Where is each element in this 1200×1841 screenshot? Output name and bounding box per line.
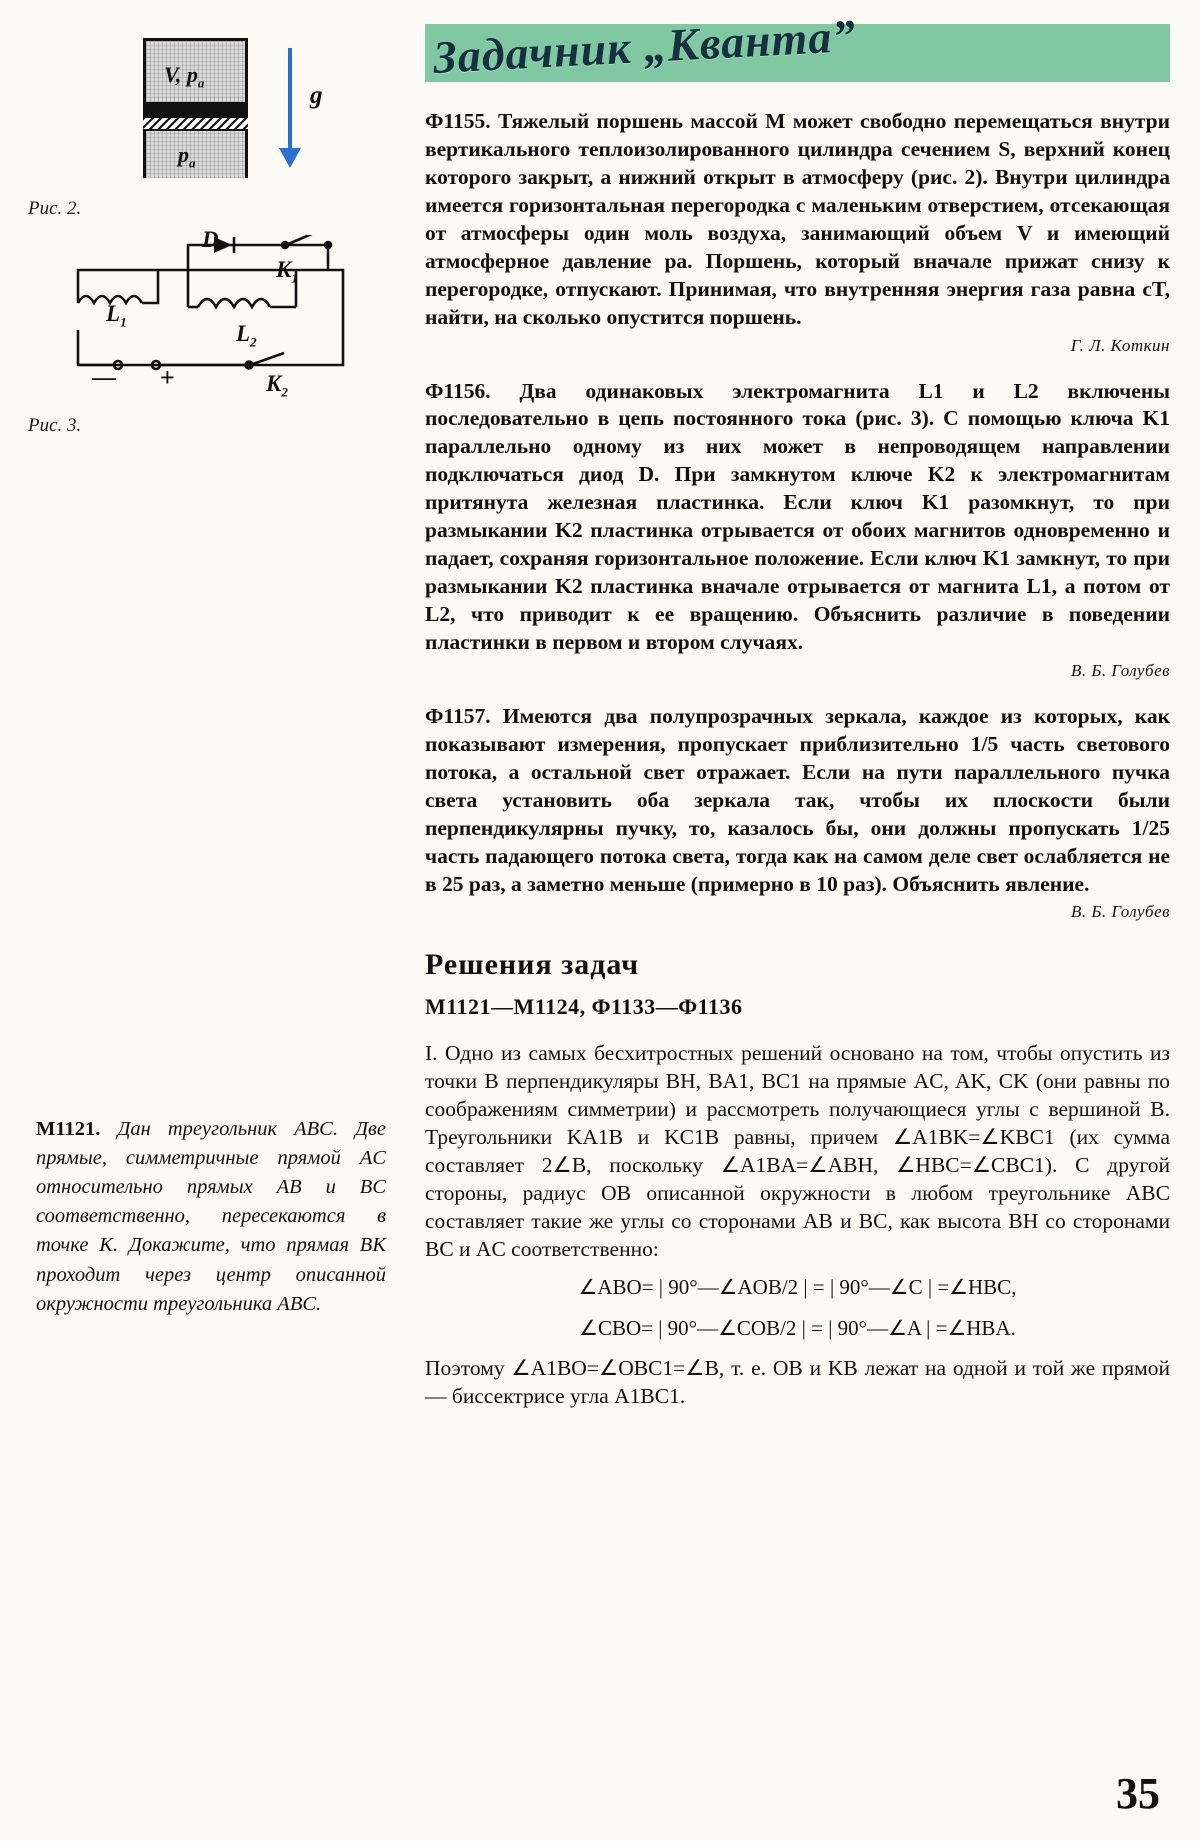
figure-2-label-volume-sub: a: [197, 75, 205, 91]
figure-2-label-pressure: $p_a$: [178, 142, 196, 171]
left-column: [28, 20, 398, 1720]
figure-3-label-K2: $K_2$: [266, 371, 288, 400]
figure-2: [98, 30, 328, 195]
solution-formula-2: ∠CBO= | 90°—∠COB/2 | = | 90°—∠A | =∠HBA.: [579, 1316, 1016, 1341]
problem-m1121-text: Дан треугольник ABC. Две прямые, симметричные прямой AC относительно прямых AB и BC соответственно, пересекаются в точке K. Докажите, что прямая BK проходит через центр описанной окружности треугольника ABC.: [36, 1118, 386, 1315]
solution-body-2: Поэтому ∠A1BO=∠OBC1=∠B, т. е. OB и KB лежат на одной и той же прямой — биссектрисе угла A1BC1.: [425, 1355, 1170, 1408]
page-number: 35: [1116, 1769, 1160, 1818]
section-banner: [425, 9, 1170, 84]
task-f1156-author: В. Б. Голубев: [1071, 660, 1170, 680]
figure-3-label-D: D: [202, 227, 219, 252]
figure-2-label-volume: V, $p_a$: [164, 62, 205, 91]
figure-3-label-K1: $K_1$: [276, 257, 298, 286]
task-f1155-text: Тяжелый поршень массой M может свободно перемещаться внутри вертикального теплоизолированного цилиндра сечением S, верхний конец которого закрыт, а нижний открыт в атмосферу (рис. 2). Внутри цилиндра имеется горизонтальная перегородка с маленьким отверстием, отсекающая от атмосферы один моль воздуха, занимающий объем V и имеющий атмосферное давление pa. Поршень, который вначале прижат снизу к перегородке, отпускают. Принимая, что внутренняя энергия газа равна cT, найти, на сколько опустится поршень.: [425, 109, 1170, 329]
figure-3-label-L1: $L_1$: [106, 301, 127, 330]
figure-2-label-pressure-sub: a: [189, 155, 196, 171]
section-banner-title: Задачник „Кванта”: [431, 9, 858, 84]
figure-3-label-minus: —: [92, 365, 116, 391]
task-f1156-number: Ф1156.: [425, 378, 491, 403]
figure-3: [38, 227, 388, 410]
circuit-diagram: [38, 235, 388, 410]
figure-3-label-plus: +: [160, 363, 175, 392]
task-f1157-text: Имеются два полупрозрачных зеркала, каждое из которых, как показывают измерения, пропускает приблизительно 1/5 часть светового потока, а остальной свет отражает. Если на пути параллельного пучка света установить оба зеркала так, чтобы их плоскости были перпендикулярны пучку, то, казалось бы, они должны пропускать 1/25 часть падающего потока света, тогда как на самом деле свет ослабляется не в 25 раз, а заметно меньше (примерно в 10 раз). Объяснить явление.: [425, 703, 1170, 896]
task-f1156: [425, 378, 1170, 657]
partition-hatching: [143, 118, 248, 131]
task-f1155: [425, 108, 1170, 332]
problem-m1121-number: М1121.: [36, 1118, 101, 1140]
figure-2-caption: Рис. 2.: [28, 198, 82, 219]
task-f1157: [425, 703, 1170, 899]
figure-3-label-L2: $L_2$: [236, 321, 257, 350]
task-f1155-number: Ф1155.: [425, 109, 491, 133]
solutions-subheading: М1121—М1124, Ф1133—Ф1136: [425, 994, 743, 1020]
figure-2-label-gravity: g: [310, 82, 323, 109]
gravity-arrow-icon: [288, 48, 292, 148]
problem-m1121: [36, 1115, 386, 1319]
solutions-heading: Решения задач: [425, 948, 640, 982]
task-f1157-number: Ф1157.: [425, 703, 491, 728]
solution-formula-1: ∠ABO= | 90°—∠AOB/2 | = | 90°—∠C | =∠HBC,: [578, 1274, 1017, 1299]
task-f1156-text: Два одинаковых электромагнита L1 и L2 включены последовательно в цепь постоянного тока (рис. 3). С помощью ключа K1 параллельно одному из них может в непроводящем направлении подключаться диод D. При замкнутом ключе K2 к электромагнитам притянута железная пластинка. Если ключ K1 разомкнут, то при размыкании K2 пластинка отрывается от обоих магнитов одновременно и падает, сохраняя горизонтальное положение. Если ключ K1 замкнут, то при размыкании K2 пластинка вначале отрывается от магнита L1, а потом от L2, что приводит к ее вращению. Объяснить различие в поведении пластинки в первом и втором случаях.: [425, 378, 1170, 654]
right-column: [425, 9, 1170, 1417]
figure-3-caption: Рис. 3.: [28, 415, 82, 436]
task-f1157-author: В. Б. Голубев: [1071, 902, 1170, 922]
task-f1155-author: Г. Л. Коткин: [1070, 335, 1170, 355]
solution-body-1: I. Одно из самых бесхитростных решений основано на том, чтобы опустить из точки B перпендикуляры BH, BA1, BC1 на прямые AC, AK, CK (они равны по соображениям симметрии) и рассмотреть получающиеся углы с вершиной B. Треугольники KA1B и KC1B равны, причем ∠A1BK=∠KBC1 (их сумма составляет 2∠B, поскольку ∠A1BA=∠ABH, ∠HBC=∠CBC1). С другой стороны, радиус OB описанной окружности в любом треугольнике ABC составляет такие же углы со сторонами AB и BC, как высота BH со сторонами BC и AC соответственно:: [425, 1041, 1170, 1261]
